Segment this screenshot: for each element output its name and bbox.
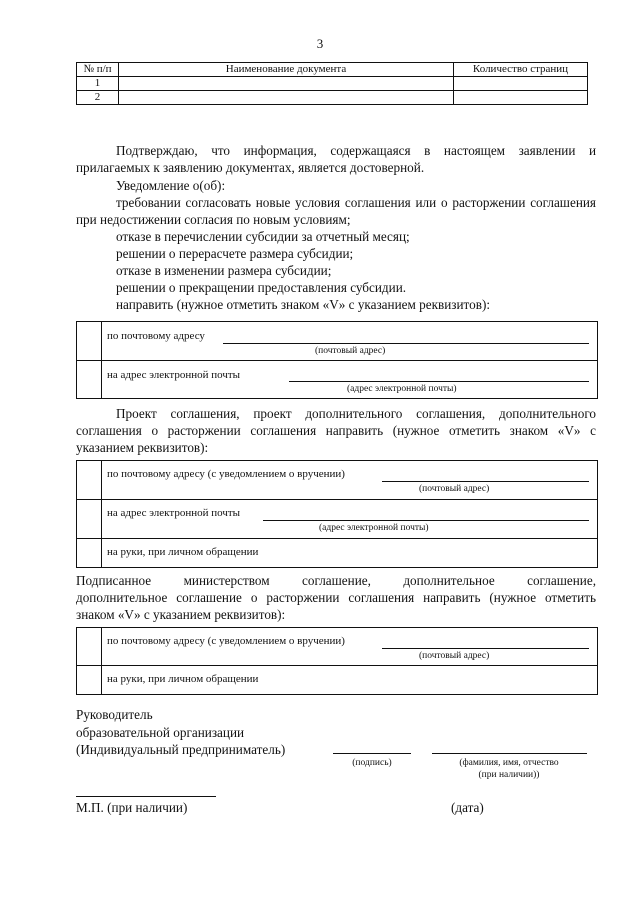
delivery-option-postal: [77, 461, 597, 499]
postal-checkbox[interactable]: [77, 628, 102, 665]
notification-item: решении о прекращении предоставления субсидии.: [116, 280, 407, 295]
postal-caption: (почтовый адрес): [419, 484, 490, 494]
postal-label: по почтовому адресу (с уведомлением о вручении): [107, 468, 345, 480]
stamp-line: [76, 796, 216, 797]
postal-label: по почтовому адресу (с уведомлением о вручении): [107, 635, 345, 647]
postal-label: по почтовому адресу: [107, 330, 205, 342]
postal-checkbox[interactable]: [77, 322, 102, 360]
delivery-option-email: [77, 360, 597, 398]
signed-agreement-delivery-box: [76, 627, 598, 695]
email-caption: (адрес электронной почты): [347, 384, 457, 394]
notification-delivery-box: [76, 321, 598, 399]
stamp-label: М.П. (при наличии): [76, 800, 188, 815]
postal-caption: (почтовый адрес): [315, 346, 386, 356]
delivery-option-in-person: [77, 538, 597, 567]
signature-field[interactable]: [333, 753, 411, 754]
page-number: 3: [316, 36, 324, 51]
email-checkbox[interactable]: [77, 361, 102, 398]
notification-item: отказе в изменении размера субсидии;: [116, 263, 332, 278]
in-person-label: на руки, при личном обращении: [107, 546, 259, 558]
full-name-caption: (фамилия, имя, отчество: [459, 758, 559, 768]
project-delivery-text: Проект соглашения, проект дополнительного соглашения, дополнительного соглашения о расторжении соглашения направить (нужное отметить знаком «V» с указанием реквизитов):: [76, 406, 596, 456]
row-page-count[interactable]: [454, 77, 588, 91]
email-label: на адрес электронной почты: [107, 369, 241, 381]
table-header-row: [77, 63, 588, 77]
postal-address-field[interactable]: [382, 481, 589, 482]
in-person-label: на руки, при личном обращении: [107, 673, 259, 685]
email-address-field[interactable]: [263, 520, 589, 521]
signatory-title-line1: Руководитель: [76, 707, 153, 722]
delivery-option-in-person: [77, 665, 597, 694]
project-delivery-box: [76, 460, 598, 568]
row-page-count[interactable]: [454, 91, 588, 105]
delivery-option-postal: [77, 322, 597, 360]
signed-agreement-text-line1: Подписанное министерством соглашение, дополнительное соглашение,: [76, 573, 596, 588]
notification-item: решении о перерасчете размера субсидии;: [116, 246, 354, 261]
signature-caption: (подпись): [352, 758, 392, 768]
signatory-title-line2: образовательной организации: [76, 725, 245, 740]
signed-agreement-text-rest: дополнительное соглашение о расторжении соглашения направить (нужное отметить знаком «V» с указанием реквизитов):: [76, 590, 596, 623]
row-document-name[interactable]: [119, 77, 454, 91]
table-row: [77, 91, 588, 105]
notification-item: требовании согласовать новые условия соглашения или о расторжении соглашения при недостижении согласия по новым условиям;: [76, 195, 596, 228]
postal-caption: (почтовый адрес): [419, 651, 490, 661]
in-person-checkbox[interactable]: [77, 539, 102, 567]
row-number: 2: [77, 91, 119, 105]
row-number: 1: [77, 77, 119, 91]
email-label: на адрес электронной почты: [107, 507, 241, 519]
full-name-field[interactable]: [432, 753, 587, 754]
notification-heading: Уведомление о(об):: [116, 178, 226, 193]
notification-item: отказе в перечислении субсидии за отчетный месяц;: [116, 229, 410, 244]
in-person-checkbox[interactable]: [77, 666, 102, 694]
column-header-pages: Количество страниц: [454, 63, 588, 77]
column-header-name: Наименование документа: [119, 63, 454, 77]
signatory-title-line3: (Индивидуальный предприниматель): [76, 742, 286, 757]
date-label: (дата): [451, 800, 484, 815]
table-row: [77, 77, 588, 91]
email-caption: (адрес электронной почты): [319, 523, 429, 533]
postal-address-field[interactable]: [223, 343, 589, 344]
row-document-name[interactable]: [119, 91, 454, 105]
notification-send-instruction: направить (нужное отметить знаком «V» с указанием реквизитов):: [116, 297, 491, 312]
confirmation-text: Подтверждаю, что информация, содержащаяся в настоящем заявлении и прилагаемых к заявлению документах, является достоверной.: [76, 143, 596, 176]
documents-table: [76, 62, 588, 105]
delivery-option-email: [77, 499, 597, 538]
full-name-caption-continued: (при наличии)): [478, 770, 540, 780]
email-checkbox[interactable]: [77, 500, 102, 538]
postal-checkbox[interactable]: [77, 461, 102, 499]
delivery-option-postal: [77, 628, 597, 665]
column-header-number: № п/п: [77, 63, 119, 77]
email-address-field[interactable]: [289, 381, 589, 382]
postal-address-field[interactable]: [382, 648, 589, 649]
